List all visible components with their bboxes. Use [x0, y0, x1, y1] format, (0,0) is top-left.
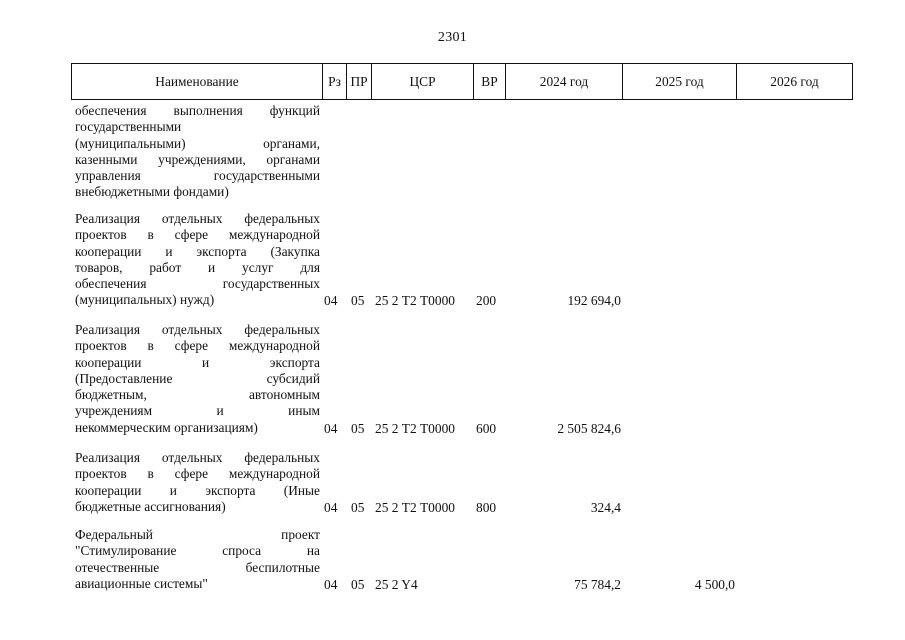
header-2025: 2025 год	[622, 63, 736, 100]
row-name-line: (Предоставление субсидий	[75, 370, 320, 386]
page-number: 2301	[437, 30, 468, 45]
row-name-line: (муниципальными) органами,	[75, 135, 320, 151]
row-name-line: государственными	[75, 119, 182, 135]
row-name-line: обеспечения выполнения функций	[75, 103, 320, 118]
row-2024: 75 784,2	[574, 577, 621, 592]
row-name-line: Реализация отдельных федеральных	[75, 450, 320, 465]
row-csr: 25 2 Т2 Т0000	[375, 421, 455, 436]
table-row	[71, 322, 853, 437]
row-pr: 05	[351, 500, 365, 515]
row-rz: 04	[324, 500, 338, 515]
row-2024: 192 694,0	[567, 293, 621, 308]
row-vr: 800	[476, 500, 497, 515]
row-2024: 324,4	[590, 500, 621, 515]
row-name-line: проектов в сфере международной	[75, 227, 320, 243]
header-name: Наименование	[155, 73, 239, 89]
row-pr: 05	[351, 421, 365, 436]
row-csr: 25 2 Y4	[375, 577, 418, 592]
row-rz: 04	[324, 293, 338, 308]
row-name-line: кооперации и экспорта (Закупка	[75, 243, 320, 259]
header-rz: Рз	[322, 63, 346, 100]
row-name	[75, 103, 320, 201]
header-2024: 2024 год	[505, 63, 622, 100]
row-name-line: Федеральный проект	[75, 527, 320, 542]
row-rz: 04	[324, 577, 338, 592]
table-row	[71, 103, 853, 201]
row-name	[75, 322, 320, 436]
header-csr: ЦСР	[371, 63, 473, 100]
row-2024: 2 505 824,6	[557, 421, 621, 436]
row-name-line: кооперации и экспорта	[75, 354, 320, 370]
table-row	[71, 527, 853, 593]
row-rz: 04	[324, 421, 338, 436]
row-name-line: Реализация отдельных федеральных	[75, 211, 320, 226]
row-name-line: бюджетным, автономным	[75, 387, 320, 403]
row-name-line: Реализация отдельных федеральных	[75, 322, 320, 337]
row-vr: 600	[476, 421, 497, 436]
row-name-line: некоммерческим организациям)	[75, 419, 258, 435]
row-name-line: учреждениям и иным	[75, 403, 320, 419]
row-csr: 25 2 Т2 Т0000	[375, 293, 455, 308]
table-row	[71, 211, 853, 309]
row-name	[75, 211, 320, 309]
header-vr: ВР	[473, 63, 505, 100]
row-pr: 05	[351, 293, 365, 308]
header-2026: 2026 год	[736, 63, 852, 100]
row-name-line: кооперации и экспорта (Иные	[75, 482, 320, 498]
row-name-line: товаров, работ и услуг для	[75, 259, 320, 275]
row-2025: 4 500,0	[694, 577, 735, 592]
header-pr: ПР	[346, 63, 371, 100]
row-name-line: (муниципальных) нужд)	[75, 292, 215, 308]
row-name-line: бюджетные ассигнования)	[75, 498, 226, 514]
row-name-line: авиационные системы"	[75, 575, 208, 591]
row-name	[75, 527, 320, 592]
row-pr: 05	[351, 577, 365, 592]
row-name-line: проектов в сфере международной	[75, 338, 320, 354]
row-name-line: внебюджетными фондами)	[75, 184, 229, 200]
row-name-line: "Стимулирование спроса на	[75, 543, 320, 559]
row-name-line: управления государственными	[75, 168, 320, 184]
table-row	[71, 450, 853, 516]
row-csr: 25 2 Т2 Т0000	[375, 500, 455, 515]
row-name	[75, 450, 320, 515]
row-name-line: обеспечения государственных	[75, 276, 320, 292]
row-name-line: проектов в сфере международной	[75, 466, 320, 482]
row-name-line: казенными учреждениями, органами	[75, 151, 320, 167]
row-name-line: отечественные беспилотные	[75, 559, 320, 575]
row-vr: 200	[476, 293, 497, 308]
